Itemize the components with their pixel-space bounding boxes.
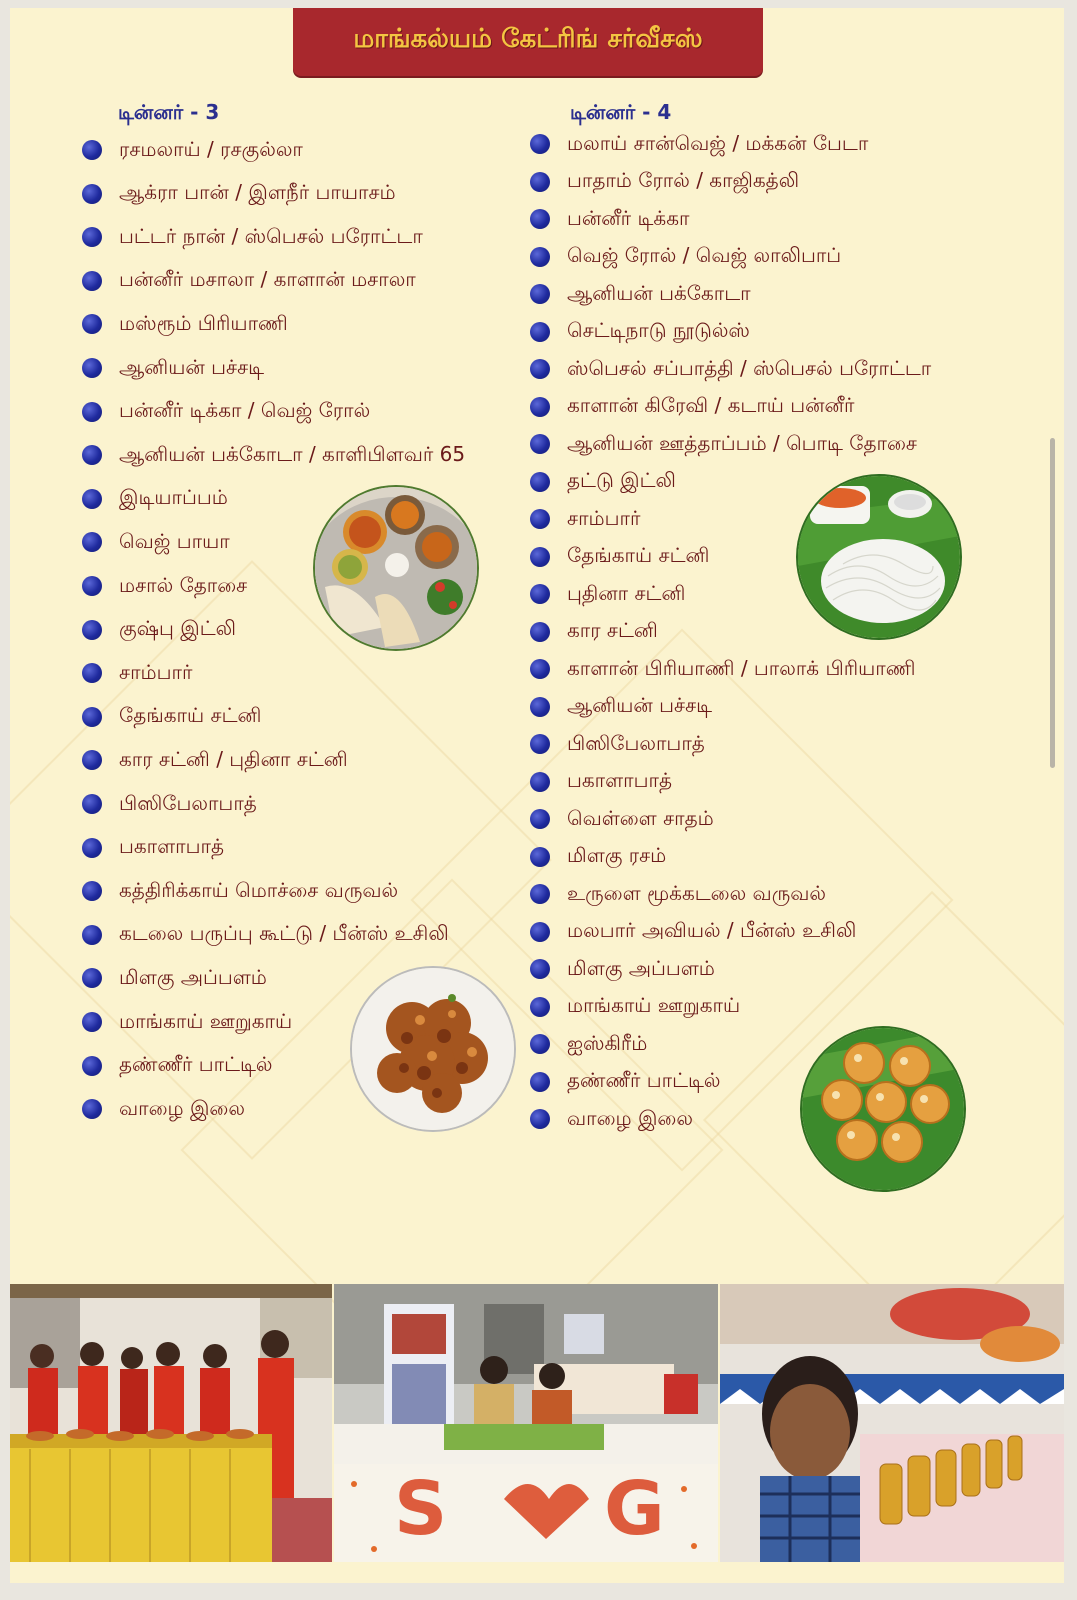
bullet-icon — [530, 509, 550, 529]
bullet-icon — [82, 402, 102, 422]
scrollbar-thumb[interactable] — [1050, 438, 1055, 768]
list-item — [82, 1007, 292, 1037]
list-item — [82, 702, 261, 732]
bullet-icon — [82, 489, 102, 509]
list-item — [82, 179, 396, 209]
menu-item-label: காளான் கிரேவி / கடாய் பன்னீர் — [567, 393, 855, 417]
list-item — [530, 467, 676, 497]
menu-item-label: மாங்காய் ஊறுகாய் — [567, 993, 741, 1017]
menu-item-label: கார சட்னி — [567, 618, 658, 642]
list-item — [530, 729, 705, 759]
list-item — [530, 542, 709, 572]
bullet-icon — [530, 884, 550, 904]
list-item — [82, 527, 230, 557]
bullet-icon — [82, 794, 102, 814]
thali-plate-image — [313, 485, 479, 651]
bullet-icon — [530, 697, 550, 717]
list-item — [530, 317, 750, 347]
bullet-icon — [530, 472, 550, 492]
menu-item-label: ரசமலாய் / ரசகுல்லா — [119, 136, 303, 161]
list-item — [530, 1104, 693, 1134]
bullet-icon — [82, 968, 102, 988]
menu-item-label: பன்னீர் டிக்கா — [567, 205, 690, 230]
menu-item-label: வாழை இலை — [119, 1095, 245, 1120]
list-item — [530, 879, 826, 909]
menu-item-label: ஐஸ்கிரீம் — [567, 1030, 648, 1055]
bullet-icon — [82, 184, 102, 204]
bullet-icon — [82, 707, 102, 727]
bullet-icon — [82, 1056, 102, 1076]
bullet-icon — [82, 620, 102, 640]
idiyappam-image — [796, 474, 962, 640]
menu-item-label: மாங்காய் ஊறுகாய் — [119, 1008, 293, 1033]
bullet-icon — [530, 922, 550, 942]
bullet-icon — [82, 271, 102, 291]
right-column-heading: டின்னர் - 4 — [570, 100, 672, 124]
list-item — [82, 222, 423, 252]
list-item — [530, 654, 915, 684]
menu-item-label: பன்னீர் மசாலா / காளான் மசாலா — [119, 267, 416, 292]
menu-item-label: தண்ணீர் பாட்டில் — [119, 1052, 273, 1077]
menu-item-label: வெள்ளை சாதம் — [567, 805, 714, 830]
bullet-icon — [82, 925, 102, 945]
list-item — [82, 920, 449, 950]
list-item — [82, 876, 398, 906]
bullet-icon — [82, 358, 102, 378]
bullet-icon — [530, 1109, 550, 1129]
list-item — [82, 484, 228, 514]
menu-item-label: மிளகு ரசம் — [567, 843, 667, 867]
menu-item-label: பட்டர் நான் / ஸ்பெசல் பரோட்டா — [119, 223, 423, 248]
list-item — [82, 397, 370, 427]
menu-item-label: உருளை மூக்கடலை வருவல் — [567, 880, 826, 905]
list-item — [530, 954, 715, 984]
title-banner — [293, 8, 763, 76]
bullet-icon — [530, 134, 550, 154]
menu-item-label: தட்டு இட்லி — [567, 468, 676, 492]
menu-item-label: மலபார் அவியல் / பீன்ஸ் உசிலி — [567, 918, 857, 942]
bullet-icon — [530, 434, 550, 454]
left-column-heading: டின்னர் - 3 — [118, 100, 220, 124]
svg-text:G: G — [604, 1466, 665, 1552]
list-item — [530, 504, 640, 534]
list-item — [530, 617, 658, 647]
bullet-icon — [82, 314, 102, 334]
list-item — [82, 353, 264, 383]
menu-item-label: மஸ்ரூம் பிரியாணி — [119, 310, 288, 335]
bullet-icon — [82, 838, 102, 858]
bullet-icon — [530, 772, 550, 792]
menu-item-label: தேங்காய் சட்னி — [119, 703, 262, 728]
list-item — [530, 129, 868, 159]
menu-item-label: பாதாம் ரோல் / காஜிகத்லி — [567, 168, 800, 192]
list-item — [530, 804, 714, 834]
menu-item-label: இடியாப்பம் — [119, 485, 228, 510]
bullet-icon — [82, 663, 102, 683]
list-item — [82, 658, 192, 688]
menu-item-label: பிஸிபேலாபாத் — [567, 730, 705, 755]
menu-item-label: ஆனியன் பக்கோடா / காளிபிளவர் 65 — [119, 441, 466, 466]
bullet-icon — [530, 659, 550, 679]
bullet-icon — [530, 809, 550, 829]
list-item — [530, 842, 666, 872]
bullet-icon — [530, 959, 550, 979]
list-item — [530, 1067, 721, 1097]
bullet-icon — [530, 734, 550, 754]
menu-item-label: கத்திரிக்காய் மொச்சை வருவல் — [119, 877, 399, 902]
bullet-icon — [530, 1072, 550, 1092]
menu-item-label: குஷ்பு இட்லி — [119, 616, 237, 641]
bullet-icon — [530, 284, 550, 304]
list-item — [530, 917, 856, 947]
svg-text:S: S — [394, 1466, 448, 1552]
list-item — [82, 745, 348, 775]
list-item — [530, 204, 689, 234]
list-item — [82, 615, 236, 645]
bullet-icon — [82, 532, 102, 552]
bullet-icon — [530, 247, 550, 267]
list-item — [530, 767, 672, 797]
menu-item-label: கார சட்னி / புதினா சட்னி — [119, 746, 348, 771]
menu-item-label: ஆனியன் ஊத்தாப்பம் / பொடி தோசை — [567, 430, 917, 455]
bullet-icon — [530, 584, 550, 604]
list-item — [530, 392, 854, 422]
list-item — [530, 429, 917, 459]
list-item — [530, 579, 685, 609]
menu-item-label: பன்னீர் டிக்கா / வெஜ் ரோல் — [119, 398, 371, 423]
catering-staff-photo — [10, 1284, 332, 1562]
menu-item-label: பிஸிபேலாபாத் — [119, 790, 257, 815]
list-item — [530, 279, 751, 309]
bullet-icon — [82, 140, 102, 160]
menu-item-label: புதினா சட்னி — [567, 580, 686, 605]
list-item — [530, 692, 712, 722]
menu-item-label: கடலை பருப்பு கூட்டு / பீன்ஸ் உசிலி — [119, 921, 449, 946]
list-item — [82, 1094, 245, 1124]
bullet-icon — [530, 359, 550, 379]
menu-page — [10, 8, 1064, 1583]
list-item — [82, 440, 465, 470]
bullet-icon — [82, 750, 102, 770]
bullet-icon — [530, 847, 550, 867]
pakoda-image — [350, 966, 516, 1132]
list-item — [82, 963, 267, 993]
menu-item-label: பகாளாபாத் — [567, 768, 672, 792]
page-title: மாங்கல்யம் கேட்ரிங் சர்வீசஸ் — [353, 24, 703, 54]
bullet-icon — [82, 576, 102, 596]
bullet-icon — [530, 997, 550, 1017]
bullet-icon — [530, 209, 550, 229]
menu-item-label: தேங்காய் சட்னி — [567, 543, 710, 567]
menu-item-label: தண்ணீர் பாட்டில் — [567, 1068, 721, 1092]
menu-item-label: வாழை இலை — [567, 1105, 693, 1130]
menu-item-label: வெஜ் பாயா — [119, 528, 230, 553]
menu-item-label: ஆனியன் பக்கோடா — [567, 280, 751, 305]
list-item — [82, 266, 416, 296]
list-item — [530, 354, 931, 384]
list-item — [82, 1051, 273, 1081]
menu-item-label: காளான் பிரியாணி / பாலாக் பிரியாணி — [567, 655, 916, 680]
bullet-icon — [82, 881, 102, 901]
list-item — [82, 833, 224, 863]
list-item — [82, 789, 257, 819]
list-item — [82, 571, 247, 601]
list-item — [530, 242, 841, 272]
menu-item-label: செட்டிநாடு நூடுல்ஸ் — [567, 318, 750, 342]
bullet-icon — [82, 1012, 102, 1032]
bullet-icon — [530, 172, 550, 192]
bullet-icon — [530, 622, 550, 642]
menu-item-label: மசால் தோசை — [119, 572, 248, 597]
menu-item-label: பகாளாபாத் — [119, 834, 224, 859]
buffet-selfie-photo — [720, 1284, 1064, 1562]
menu-item-label: மிளகு அப்பளம் — [119, 964, 267, 989]
bullet-icon — [530, 547, 550, 567]
wedding-couple-photo — [334, 1284, 718, 1562]
list-item — [530, 167, 799, 197]
bullet-icon — [82, 445, 102, 465]
menu-item-label: ஆனியன் பச்சடி — [567, 693, 713, 717]
menu-item-label: சாம்பார் — [567, 505, 641, 530]
menu-item-label: சாம்பார் — [119, 659, 193, 684]
bullet-icon — [82, 227, 102, 247]
bullet-icon — [530, 1034, 550, 1054]
list-item — [530, 992, 740, 1022]
bullet-icon — [530, 397, 550, 417]
list-item — [82, 309, 288, 339]
bullet-icon — [530, 322, 550, 342]
menu-item-label: மலாய் சான்வெஜ் / மக்கன் பேடா — [567, 130, 869, 155]
menu-item-label: ஆனியன் பச்சடி — [119, 354, 265, 379]
menu-item-label: வெஜ் ரோல் / வெஜ் லாலிபாப் — [567, 243, 842, 267]
menu-item-label: மிளகு அப்பளம் — [567, 955, 715, 980]
paniyaram-image — [800, 1026, 966, 1192]
menu-item-label: ஆக்ரா பான் / இளநீர் பாயாசம் — [119, 180, 396, 205]
menu-item-label: ஸ்பெசல் சப்பாத்தி / ஸ்பெசல் பரோட்டா — [567, 355, 932, 380]
list-item — [82, 135, 303, 165]
bullet-icon — [82, 1099, 102, 1119]
list-item — [530, 1029, 647, 1059]
